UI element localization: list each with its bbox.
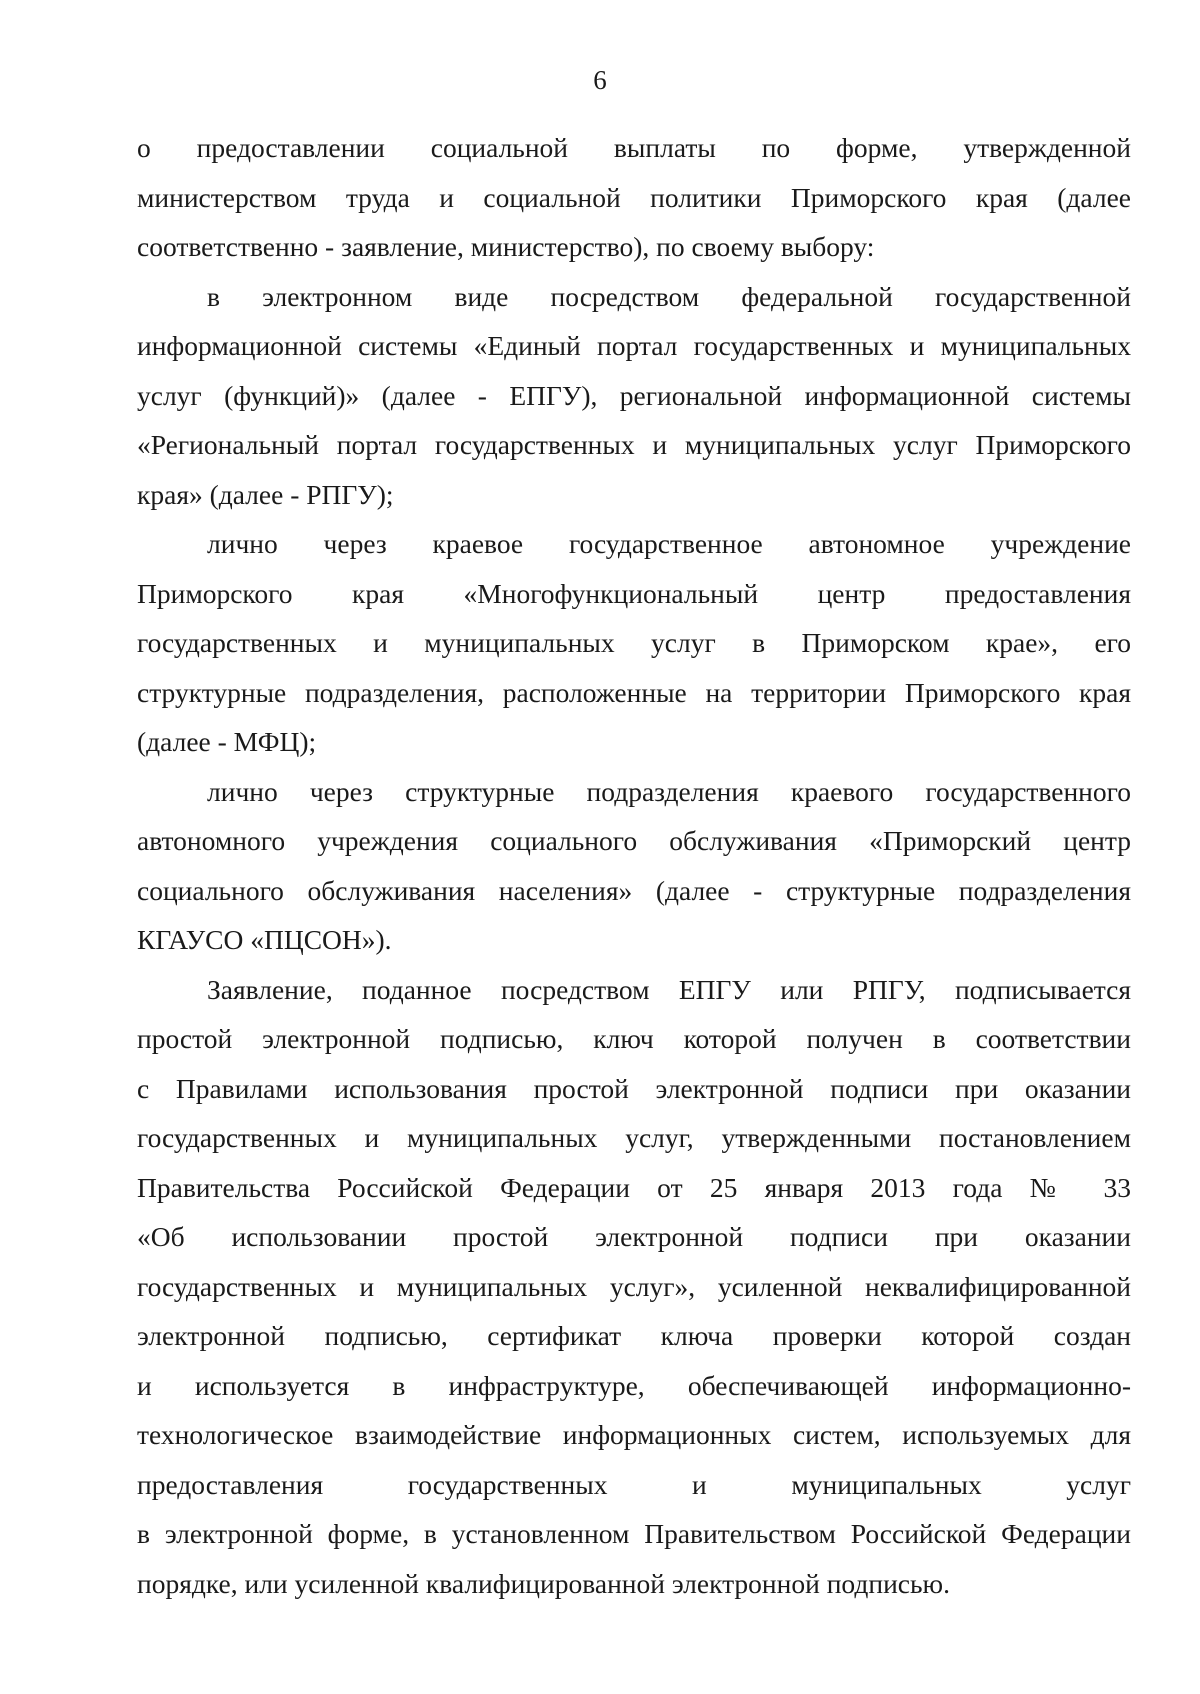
text-line: КГАУСО «ПЦСОН»).	[137, 924, 392, 955]
text-line: «Об использовании простой электронной подписи при оказании	[137, 1221, 1131, 1252]
text-line: министерством труда и социальной политики Приморского края (далее	[137, 181, 1131, 213]
text-line: государственных и муниципальных услуг в Приморском крае», его	[137, 627, 1131, 658]
page-number: 6	[593, 65, 607, 95]
paragraph-signature	[137, 965, 1131, 1609]
text-line: Правительства Российской Федерации от 25 января 2013 года № 33	[137, 1171, 1131, 1203]
text-line: с Правилами использования простой электронной подписи при оказании	[137, 1072, 1131, 1104]
text-line: лично через структурные подразделения краевого государственного	[207, 775, 1131, 807]
text-line: о предоставлении социальной выплаты по форме, утвержденной	[137, 132, 1131, 163]
text-line: лично через краевое государственное автономное учреждение	[207, 528, 1131, 559]
text-line: и используется в инфраструктуре, обеспечивающей информационно-	[137, 1369, 1131, 1401]
text-line: государственных и муниципальных услуг, утвержденными постановлением	[137, 1122, 1131, 1153]
text-line: электронной подписью, сертификат ключа проверки которой создан	[137, 1320, 1131, 1351]
text-line: Приморского края «Многофункциональный центр предоставления	[137, 577, 1131, 609]
text-line: простой электронной подписью, ключ которой получен в соответствии	[137, 1023, 1131, 1054]
text-line: в электронной форме, в установленном Правительством Российской Федерации	[137, 1518, 1131, 1549]
paragraph-pcson	[137, 767, 1131, 965]
paragraph-epgu	[137, 272, 1131, 520]
text-line: государственных и муниципальных услуг», усиленной неквалифицированной	[137, 1270, 1131, 1302]
paragraph-intro	[137, 123, 1131, 272]
text-line: края» (далее - РПГУ);	[137, 478, 394, 510]
text-line: Заявление, поданное посредством ЕПГУ или РПГУ, подписывается	[207, 973, 1131, 1005]
text-line: социального обслуживания населения» (далее - структурные подразделения	[137, 874, 1131, 906]
text-line: «Региональный портал государственных и муниципальных услуг Приморского	[137, 429, 1131, 460]
text-line: автономного учреждения социального обслуживания «Приморский центр	[137, 825, 1131, 856]
text-line: структурные подразделения, расположенные на территории Приморского края	[137, 676, 1131, 708]
document-body	[137, 123, 1131, 1608]
text-line: технологическое взаимодействие информационных систем, используемых для	[137, 1419, 1131, 1450]
text-line: услуг (функций)» (далее - ЕПГУ), региональной информационной системы	[137, 379, 1131, 411]
paragraph-mfc	[137, 519, 1131, 767]
text-line: в электронном виде посредством федеральной государственной	[207, 280, 1131, 312]
text-line: предоставления государственных и муниципальных услуг	[137, 1468, 1131, 1500]
text-line: соответственно - заявление, министерство), по своему выбору:	[137, 231, 875, 262]
text-line: информационной системы «Единый портал государственных и муниципальных	[137, 330, 1131, 361]
text-line: порядке, или усиленной квалифицированной электронной подписью.	[137, 1567, 950, 1599]
text-line: (далее - МФЦ);	[137, 726, 317, 757]
